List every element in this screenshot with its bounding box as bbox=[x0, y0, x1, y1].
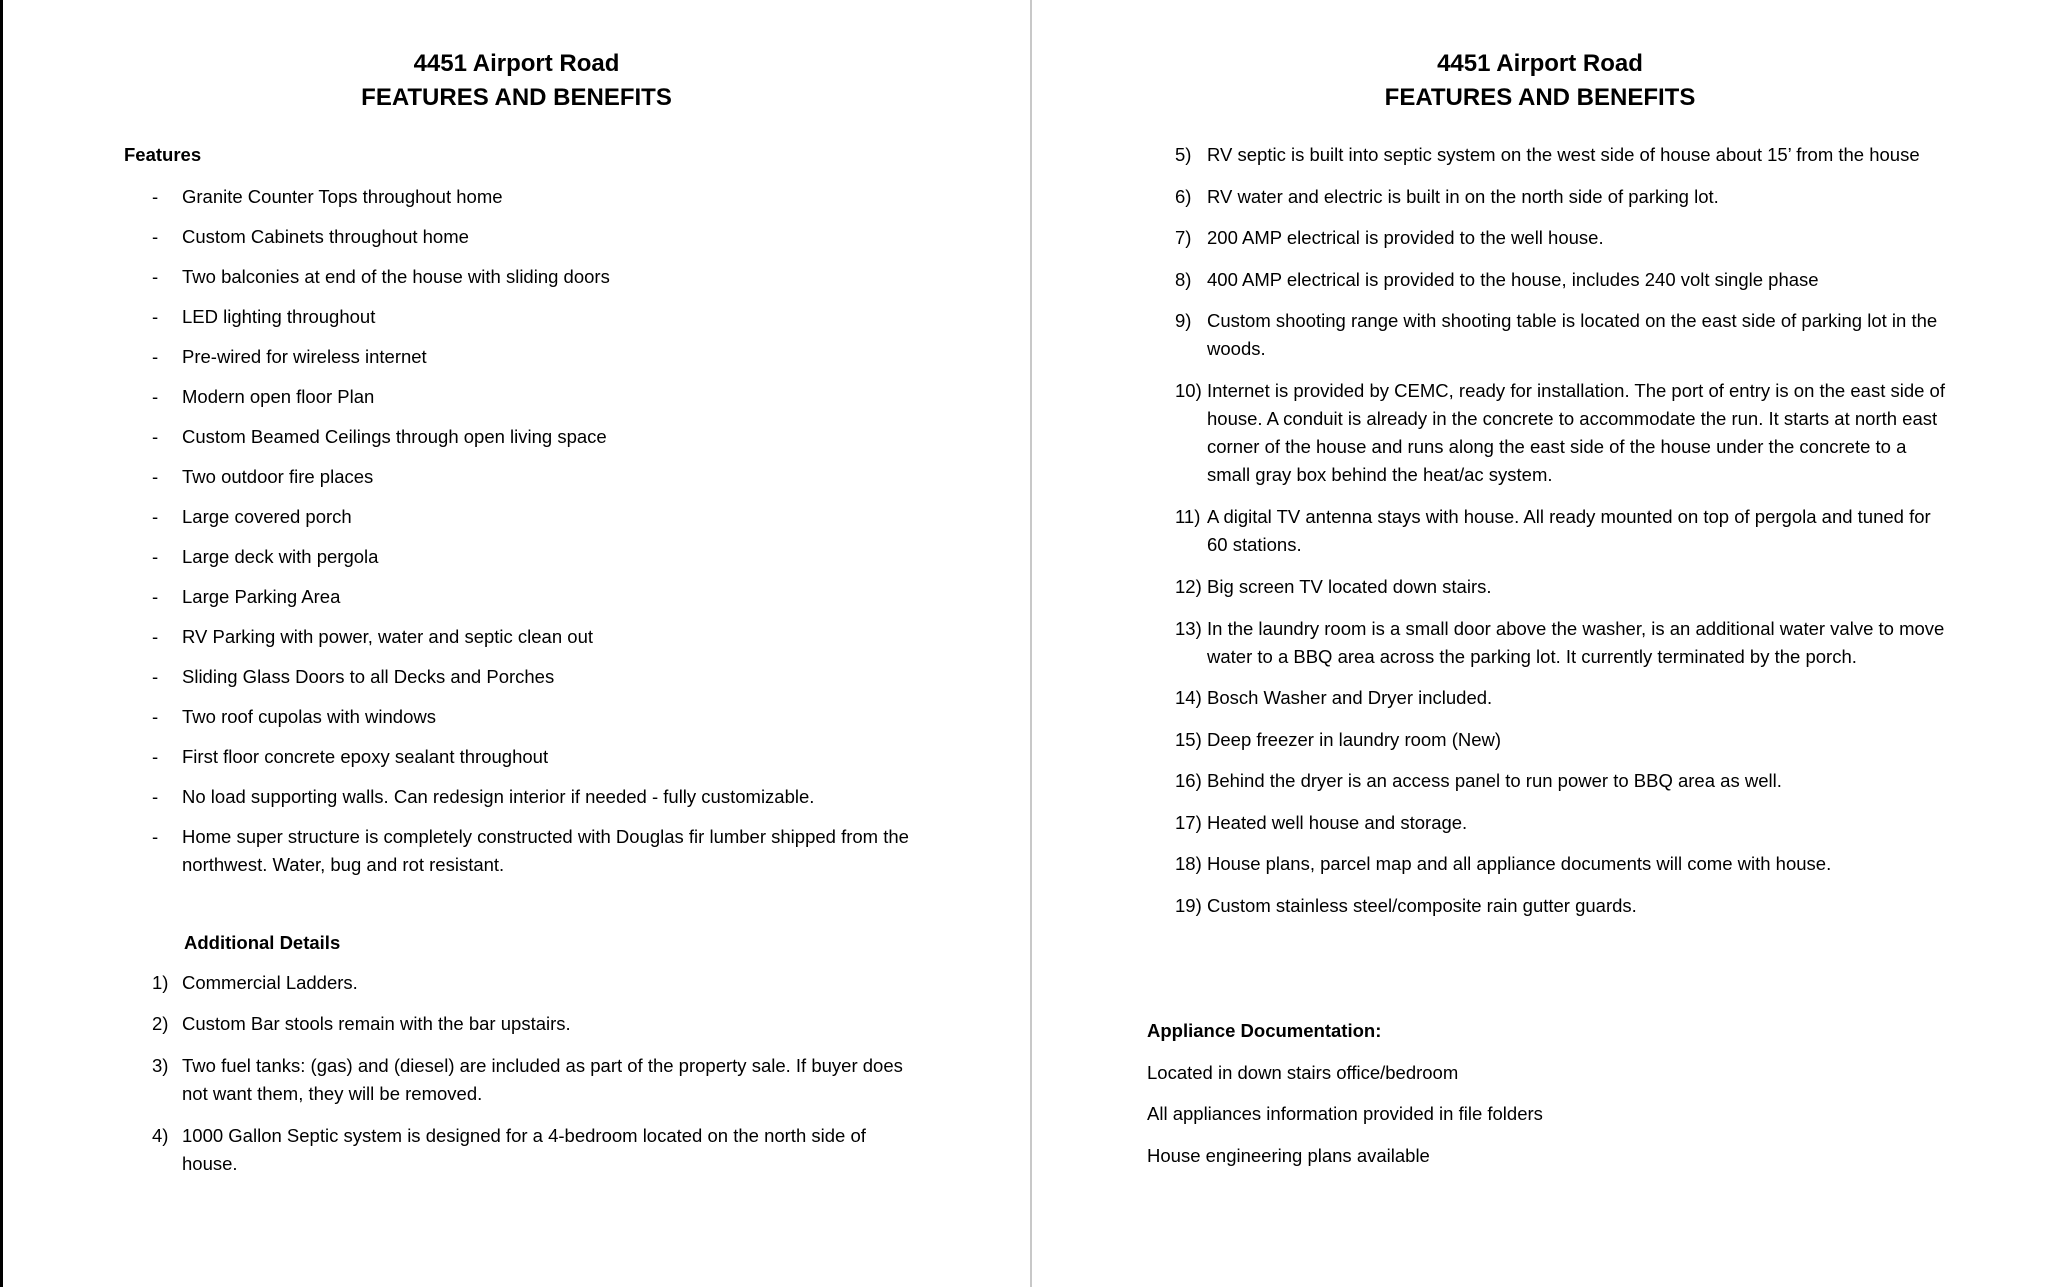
numbered-feature-text: RV septic is built into septic system on the west side of house about 15’ from the house bbox=[1207, 144, 1920, 165]
bullet-dash: - bbox=[152, 186, 159, 207]
feature-text: Sliding Glass Doors to all Decks and Porches bbox=[182, 666, 555, 687]
numbered-feature-item bbox=[1175, 726, 1945, 754]
item-number: 11) bbox=[1175, 506, 1201, 527]
additional-detail-item bbox=[152, 969, 912, 997]
item-number: 8) bbox=[1175, 269, 1192, 290]
feature-list-item bbox=[152, 263, 912, 291]
bullet-dash: - bbox=[152, 346, 159, 367]
additional-detail-text: Custom Bar stools remain with the bar upstairs. bbox=[182, 1013, 571, 1034]
numbered-feature-text: Custom shooting range with shooting table is located on the east side of parking lot in the woods. bbox=[1207, 310, 1938, 359]
numbered-feature-text: Big screen TV located down stairs. bbox=[1207, 576, 1492, 597]
feature-text: Modern open floor Plan bbox=[182, 386, 375, 407]
bullet-dash: - bbox=[152, 586, 159, 607]
numbered-feature-text: Internet is provided by CEMC, ready for installation. The port of entry is on the east side of house. A conduit is already in the concrete to accommodate the run. It starts at north east corner of the house and runs along the east side of the house under the concrete to a small gray box behind the heat/ac system. bbox=[1207, 380, 1945, 485]
bullet-dash: - bbox=[152, 306, 159, 327]
feature-text: Custom Cabinets throughout home bbox=[182, 226, 469, 247]
feature-list-item bbox=[152, 223, 912, 251]
feature-list-item bbox=[152, 663, 912, 691]
feature-text: Granite Counter Tops throughout home bbox=[182, 186, 503, 207]
numbered-feature-text: 400 AMP electrical is provided to the house, includes 240 volt single phase bbox=[1207, 269, 1819, 290]
feature-text: First floor concrete epoxy sealant throughout bbox=[182, 746, 549, 767]
item-number: 2) bbox=[152, 1013, 169, 1034]
numbered-feature-item bbox=[1175, 767, 1945, 795]
feature-text: No load supporting walls. Can redesign interior if needed - fully customizable. bbox=[182, 786, 815, 807]
item-number: 3) bbox=[152, 1055, 169, 1076]
page-2-title-address: 4451 Airport Road bbox=[1437, 50, 1643, 77]
item-number: 7) bbox=[1175, 227, 1192, 248]
additional-detail-text: Commercial Ladders. bbox=[182, 972, 358, 993]
bullet-dash: - bbox=[152, 786, 159, 807]
page-1-title-address: 4451 Airport Road bbox=[413, 50, 620, 77]
numbered-feature-text: Heated well house and storage. bbox=[1207, 812, 1468, 833]
item-number: 13) bbox=[1175, 618, 1202, 639]
item-number: 5) bbox=[1175, 144, 1192, 165]
feature-text: Home super structure is completely constructed with Douglas fir lumber shipped from the northwest. Water, bug and rot resistant. bbox=[182, 826, 909, 875]
numbered-feature-item bbox=[1175, 224, 1945, 252]
feature-list-item bbox=[152, 423, 912, 451]
item-number: 4) bbox=[152, 1125, 169, 1146]
bullet-dash: - bbox=[152, 706, 159, 727]
page-2-title-subtitle: FEATURES AND BENEFITS bbox=[1384, 84, 1696, 111]
appliance-doc-line: All appliances information provided in file folders bbox=[1147, 1103, 1543, 1124]
feature-list-item bbox=[152, 343, 912, 371]
feature-list-item bbox=[152, 543, 912, 571]
page-1-title-subtitle: FEATURES AND BENEFITS bbox=[361, 84, 672, 111]
feature-text: Pre-wired for wireless internet bbox=[182, 346, 427, 367]
feature-text: RV Parking with power, water and septic clean out bbox=[182, 626, 593, 647]
numbered-feature-item bbox=[1175, 892, 1945, 920]
numbered-feature-item bbox=[1175, 850, 1945, 878]
item-number: 18) bbox=[1175, 853, 1202, 874]
item-number: 17) bbox=[1175, 812, 1202, 833]
feature-text: Large deck with pergola bbox=[182, 546, 379, 567]
bullet-dash: - bbox=[152, 626, 159, 647]
numbered-feature-text: 200 AMP electrical is provided to the well house. bbox=[1207, 227, 1604, 248]
numbered-feature-item bbox=[1175, 183, 1945, 211]
additional-detail-item bbox=[152, 1122, 912, 1178]
feature-text: LED lighting throughout bbox=[182, 306, 376, 327]
appliance-doc-line: Located in down stairs office/bedroom bbox=[1147, 1062, 1459, 1083]
feature-list-item bbox=[152, 823, 912, 879]
feature-list-item bbox=[152, 783, 912, 811]
feature-text: Two roof cupolas with windows bbox=[182, 706, 436, 727]
feature-text: Large Parking Area bbox=[182, 586, 341, 607]
numbered-feature-item bbox=[1175, 141, 1945, 169]
additional-detail-text: Two fuel tanks: (gas) and (diesel) are included as part of the property sale. If buyer does not want them, they will be removed. bbox=[182, 1055, 903, 1104]
numbered-feature-text: A digital TV antenna stays with house. All ready mounted on top of pergola and tuned for 60 stations. bbox=[1207, 506, 1931, 555]
numbered-feature-item bbox=[1175, 377, 1945, 489]
bullet-dash: - bbox=[152, 826, 159, 847]
bullet-dash: - bbox=[152, 546, 159, 567]
numbered-feature-item bbox=[1175, 573, 1945, 601]
bullet-dash: - bbox=[152, 466, 159, 487]
feature-text: Custom Beamed Ceilings through open living space bbox=[182, 426, 607, 447]
feature-list-item bbox=[152, 303, 912, 331]
feature-list-item bbox=[152, 463, 912, 491]
bullet-dash: - bbox=[152, 426, 159, 447]
item-number: 15) bbox=[1175, 729, 1202, 750]
feature-list-item bbox=[152, 623, 912, 651]
additional-detail-item bbox=[152, 1052, 912, 1108]
feature-list-item bbox=[152, 583, 912, 611]
numbered-feature-item bbox=[1175, 684, 1945, 712]
additional-detail-item bbox=[152, 1010, 912, 1038]
numbered-feature-text: RV water and electric is built in on the north side of parking lot. bbox=[1207, 186, 1719, 207]
bullet-dash: - bbox=[152, 666, 159, 687]
item-number: 6) bbox=[1175, 186, 1192, 207]
item-number: 14) bbox=[1175, 687, 1202, 708]
numbered-feature-item bbox=[1175, 809, 1945, 837]
item-number: 9) bbox=[1175, 310, 1192, 331]
additional-details-heading: Additional Details bbox=[184, 932, 341, 953]
numbered-feature-item bbox=[1175, 266, 1945, 294]
feature-text: Large covered porch bbox=[182, 506, 352, 527]
bullet-dash: - bbox=[152, 226, 159, 247]
additional-detail-text: 1000 Gallon Septic system is designed for a 4-bedroom located on the north side of house. bbox=[182, 1125, 866, 1174]
bullet-dash: - bbox=[152, 746, 159, 767]
numbered-feature-text: Custom stainless steel/composite rain gutter guards. bbox=[1207, 895, 1637, 916]
feature-text: Two balconies at end of the house with sliding doors bbox=[182, 266, 610, 287]
numbered-feature-text: Behind the dryer is an access panel to run power to BBQ area as well. bbox=[1207, 770, 1782, 791]
appliance-documentation-heading: Appliance Documentation: bbox=[1147, 1020, 1382, 1041]
appliance-doc-line: House engineering plans available bbox=[1147, 1145, 1430, 1166]
features-heading: Features bbox=[124, 144, 202, 165]
feature-list-item bbox=[152, 183, 912, 211]
item-number: 12) bbox=[1175, 576, 1202, 597]
numbered-feature-text: House plans, parcel map and all appliance documents will come with house. bbox=[1207, 853, 1832, 874]
feature-list-item bbox=[152, 503, 912, 531]
item-number: 10) bbox=[1175, 380, 1202, 401]
item-number: 19) bbox=[1175, 895, 1202, 916]
numbered-feature-text: Deep freezer in laundry room (New) bbox=[1207, 729, 1502, 750]
bullet-dash: - bbox=[152, 386, 159, 407]
numbered-feature-item bbox=[1175, 307, 1945, 363]
numbered-feature-item bbox=[1175, 503, 1945, 559]
item-number: 1) bbox=[152, 972, 169, 993]
feature-list-item bbox=[152, 743, 912, 771]
bullet-dash: - bbox=[152, 506, 159, 527]
feature-list-item bbox=[152, 383, 912, 411]
bullet-dash: - bbox=[152, 266, 159, 287]
numbered-feature-item bbox=[1175, 615, 1945, 671]
numbered-feature-text: Bosch Washer and Dryer included. bbox=[1207, 687, 1493, 708]
item-number: 16) bbox=[1175, 770, 1202, 791]
feature-list-item bbox=[152, 703, 912, 731]
numbered-feature-text: In the laundry room is a small door above the washer, is an additional water valve to move water to a BBQ area across the parking lot. It currently terminated by the porch. bbox=[1207, 618, 1945, 667]
feature-text: Two outdoor fire places bbox=[182, 466, 374, 487]
